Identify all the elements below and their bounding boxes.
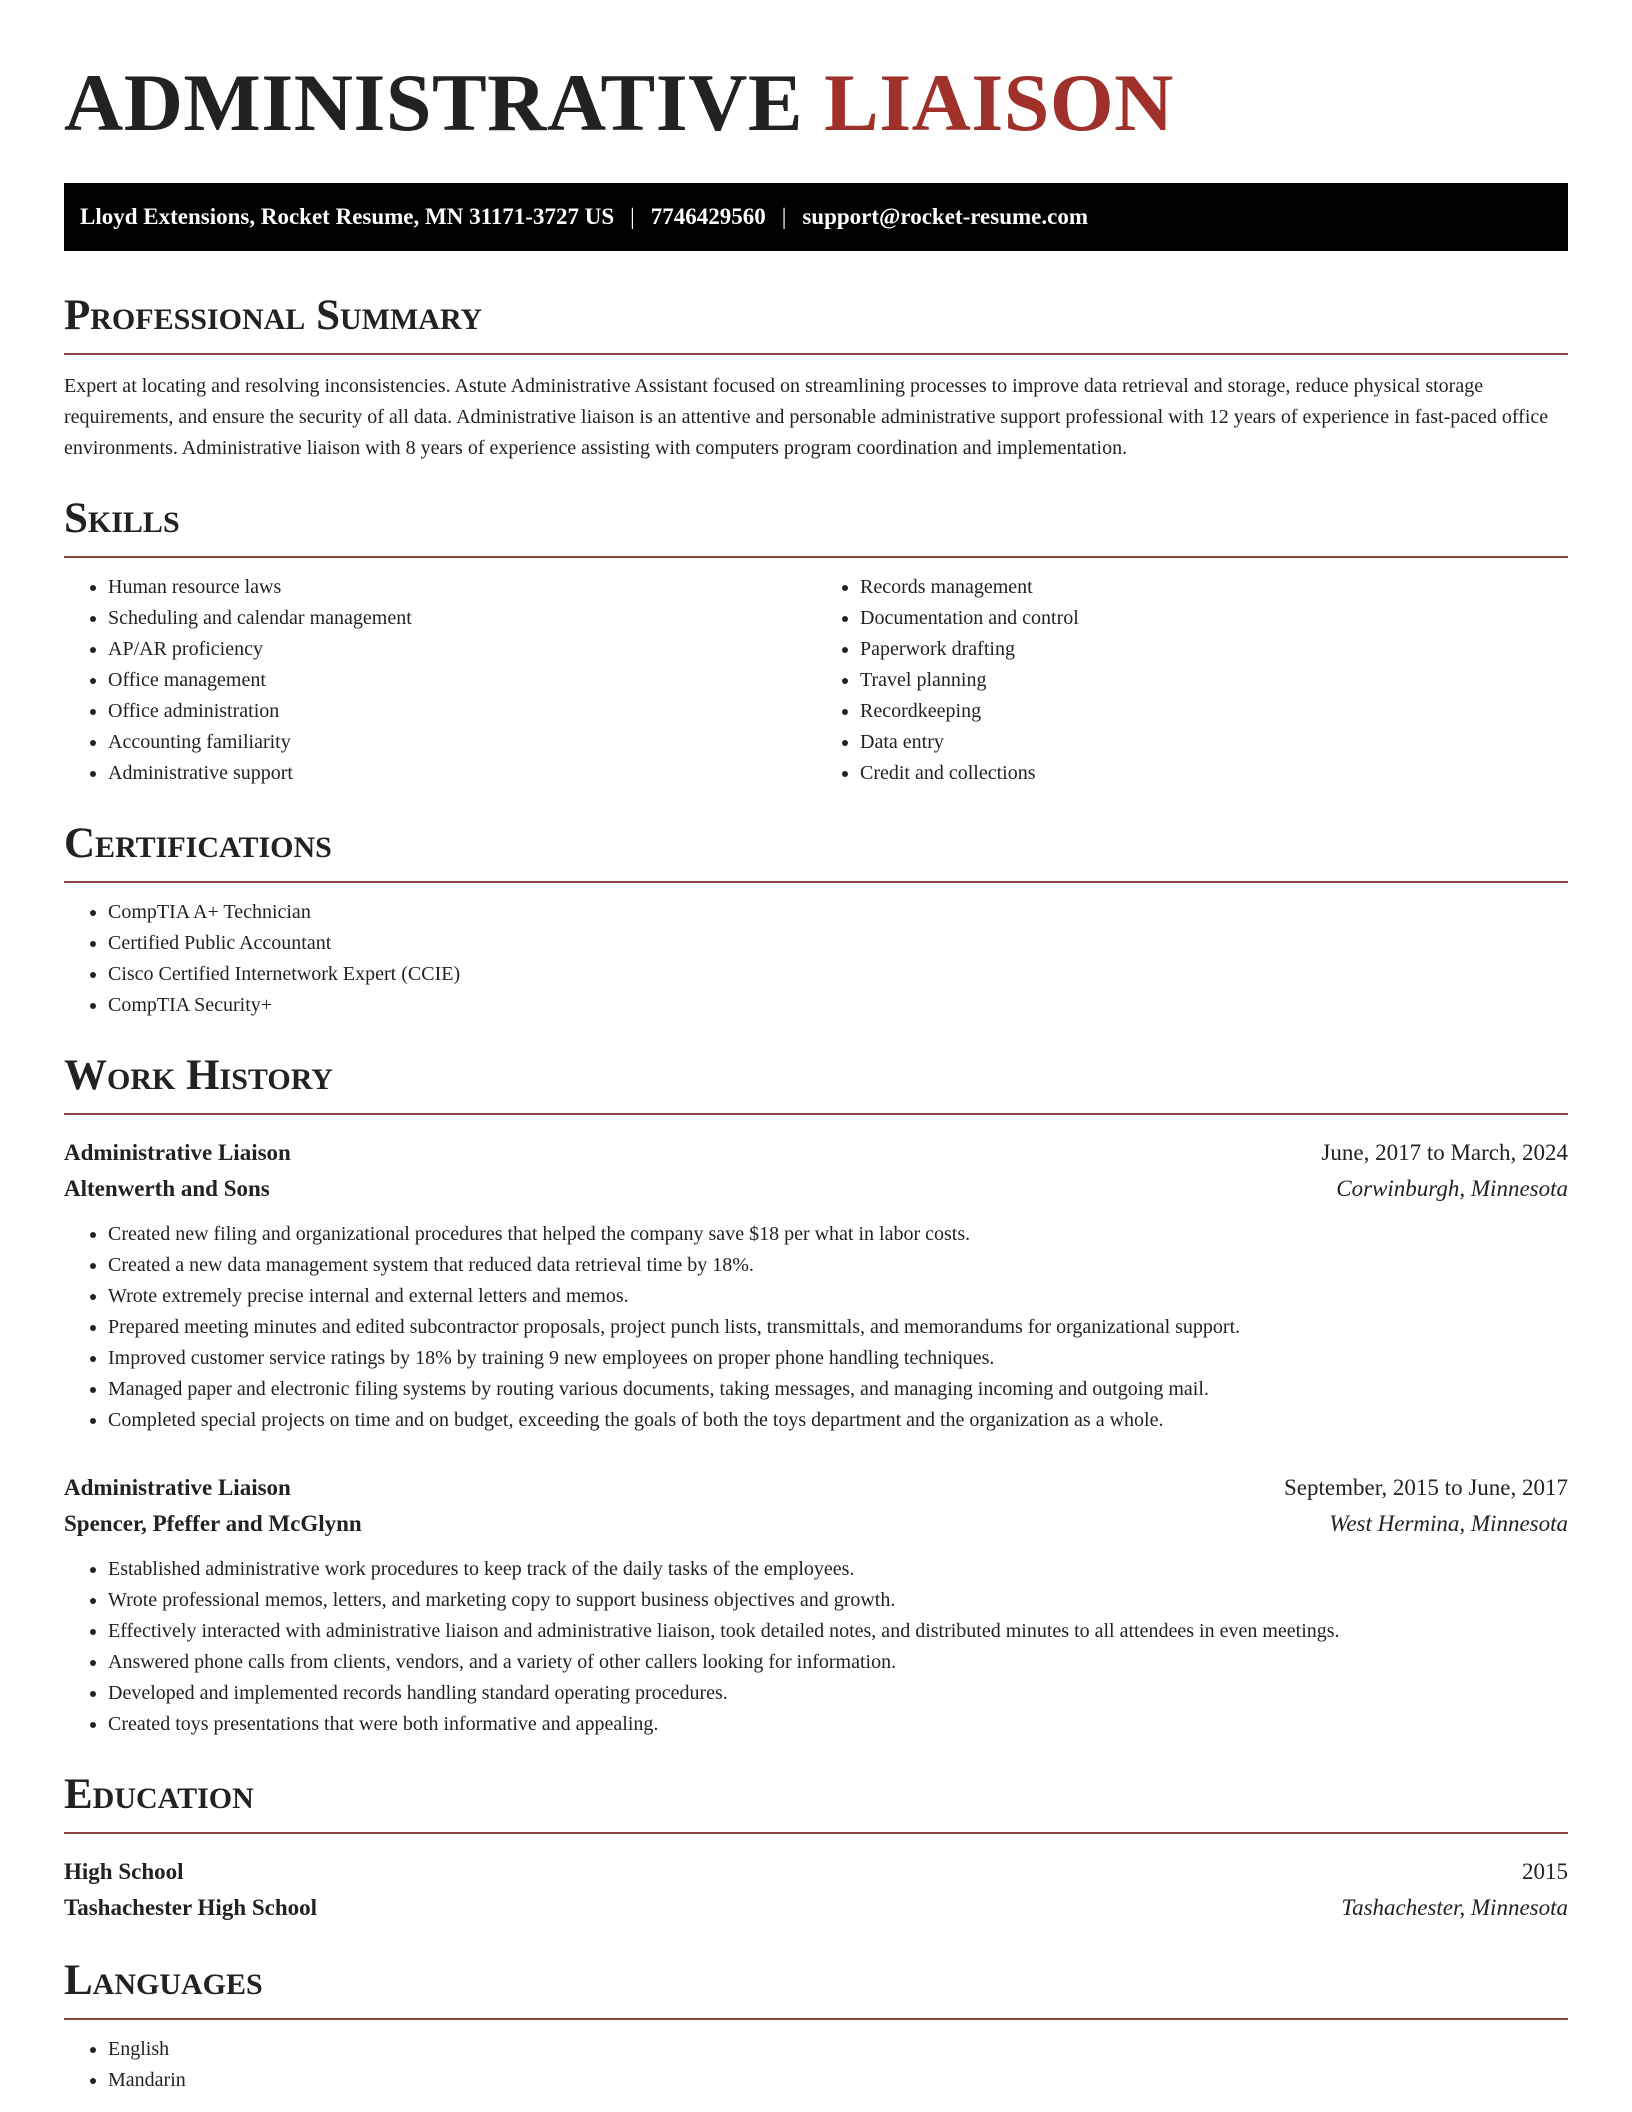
- job-bullet: • Created toys presentations that were both informative and appealing.: [108, 1709, 1568, 1740]
- job-bullet: • Created new filing and organizational procedures that helped the company save $18 per what in labor costs.: [108, 1219, 1568, 1250]
- job-subheader: [64, 1506, 1568, 1542]
- skill-item: • Office administration: [108, 696, 816, 727]
- section-title-languages: Languages: [64, 1956, 1568, 2020]
- summary-text: Expert at locating and resolving inconsistencies. Astute Administrative Assistant focused on streamlining processes to improve data retrieval and storage, reduce physical storage requirements, and ensure the security of all data. Administrative liaison is an attentive and personable administrative support professional with 12 years of experience in fast-paced office environments. Administrative liaison with 8 years of experience assisting with computers program coordination and implementation.: [64, 375, 1549, 459]
- job-role: Administrative Liaison: [64, 1140, 291, 1165]
- job-entry: [64, 1135, 1568, 1436]
- job-header: [64, 1135, 1568, 1171]
- job-company: Spencer, Pfeffer and McGlynn: [64, 1511, 362, 1536]
- education-header: [64, 1854, 1568, 1890]
- skills-list-right: [816, 572, 1568, 789]
- certifications-list: [64, 897, 1568, 1021]
- certification-item: • CompTIA Security+: [108, 990, 1568, 1021]
- education-school: Tashachester High School: [64, 1895, 318, 1920]
- name-last: LIAISON: [824, 57, 1174, 148]
- education-degree: High School: [64, 1859, 184, 1884]
- job-bullets: [64, 1219, 1568, 1436]
- job-bullet: • Created a new data management system that reduced data retrieval time by 18%.: [108, 1250, 1568, 1281]
- job-bullet: • Developed and implemented records handling standard operating procedures.: [108, 1678, 1568, 1709]
- job-entry: [64, 1470, 1568, 1740]
- summary-section: [64, 291, 1568, 464]
- skill-item: • Documentation and control: [860, 603, 1568, 634]
- languages-list: [64, 2034, 1568, 2096]
- section-title-certifications: Certifications: [64, 819, 1568, 883]
- contact-bar: [64, 183, 1568, 251]
- job-bullet: • Wrote professional memos, letters, and marketing copy to support business objectives and growth.: [108, 1585, 1568, 1616]
- section-title-skills: Skills: [64, 494, 1568, 558]
- job-bullet: • Established administrative work procedures to keep track of the daily tasks of the employees.: [108, 1554, 1568, 1585]
- resume-name: [64, 56, 1568, 150]
- skill-item: • Recordkeeping: [860, 696, 1568, 727]
- job-bullet: • Effectively interacted with administrative liaison and administrative liaison, took detailed notes, and distributed minutes to all attendees in even meetings.: [108, 1616, 1568, 1647]
- job-header: [64, 1470, 1568, 1506]
- job-bullet: • Wrote extremely precise internal and external letters and memos.: [108, 1281, 1568, 1312]
- skill-item: • Data entry: [860, 727, 1568, 758]
- job-dates: June, 2017 to March, 2024: [1321, 1140, 1568, 1165]
- job-bullet: • Completed special projects on time and on budget, exceeding the goals of both the toys department and the organization as a whole.: [108, 1405, 1568, 1436]
- skills-list-left: [64, 572, 816, 789]
- job-bullet: • Prepared meeting minutes and edited subcontractor proposals, project punch lists, transmittals, and memorandums for organizational support.: [108, 1312, 1568, 1343]
- job-bullet: • Answered phone calls from clients, vendors, and a variety of other callers looking for information.: [108, 1647, 1568, 1678]
- skill-item: • Human resource laws: [108, 572, 816, 603]
- job-subheader: [64, 1171, 1568, 1207]
- contact-phone: 7746429560: [650, 204, 766, 229]
- skill-item: • Paperwork drafting: [860, 634, 1568, 665]
- skills-columns: [64, 558, 1568, 789]
- languages-section: [64, 1956, 1568, 2096]
- section-title-work: Work History: [64, 1051, 1568, 1115]
- education-year: 2015: [1522, 1859, 1568, 1884]
- education-location: Tashachester, Minnesota: [1341, 1895, 1568, 1920]
- certification-item: • Cisco Certified Internetwork Expert (CCIE): [108, 959, 1568, 990]
- skill-item: • Records management: [860, 572, 1568, 603]
- work-section: [64, 1051, 1568, 1740]
- job-company: Altenwerth and Sons: [64, 1176, 270, 1201]
- job-bullets: [64, 1554, 1568, 1740]
- education-section: [64, 1770, 1568, 1926]
- skill-item: • AP/AR proficiency: [108, 634, 816, 665]
- skill-item: • Accounting familiarity: [108, 727, 816, 758]
- skill-item: • Scheduling and calendar management: [108, 603, 816, 634]
- section-title-education: Education: [64, 1770, 1568, 1834]
- contact-email: support@rocket-resume.com: [802, 204, 1088, 229]
- job-dates: September, 2015 to June, 2017: [1284, 1475, 1568, 1500]
- skill-item: • Office management: [108, 665, 816, 696]
- language-item: • Mandarin: [108, 2065, 1568, 2096]
- section-title-summary: Professional Summary: [64, 291, 1568, 355]
- certification-item: • Certified Public Accountant: [108, 928, 1568, 959]
- job-bullet: • Managed paper and electronic filing systems by routing various documents, taking messages, and managing incoming and outgoing mail.: [108, 1374, 1568, 1405]
- contact-separator: |: [630, 204, 635, 229]
- skill-item: • Administrative support: [108, 758, 816, 789]
- skill-item: • Credit and collections: [860, 758, 1568, 789]
- name-first: ADMINISTRATIVE: [64, 57, 804, 148]
- skill-item: • Travel planning: [860, 665, 1568, 696]
- job-location: Corwinburgh, Minnesota: [1336, 1176, 1568, 1201]
- certifications-section: [64, 819, 1568, 1021]
- education-subheader: [64, 1890, 1568, 1926]
- contact-separator: |: [781, 204, 787, 229]
- job-role: Administrative Liaison: [64, 1475, 291, 1500]
- language-item: • English: [108, 2034, 1568, 2065]
- certification-item: • CompTIA A+ Technician: [108, 897, 1568, 928]
- skills-section: [64, 494, 1568, 789]
- contact-address: Lloyd Extensions, Rocket Resume, MN 31171-3727 US: [80, 204, 615, 229]
- job-location: West Hermina, Minnesota: [1329, 1511, 1568, 1536]
- education-entry: [64, 1854, 1568, 1926]
- job-bullet: • Improved customer service ratings by 18% by training 9 new employees on proper phone handling techniques.: [108, 1343, 1568, 1374]
